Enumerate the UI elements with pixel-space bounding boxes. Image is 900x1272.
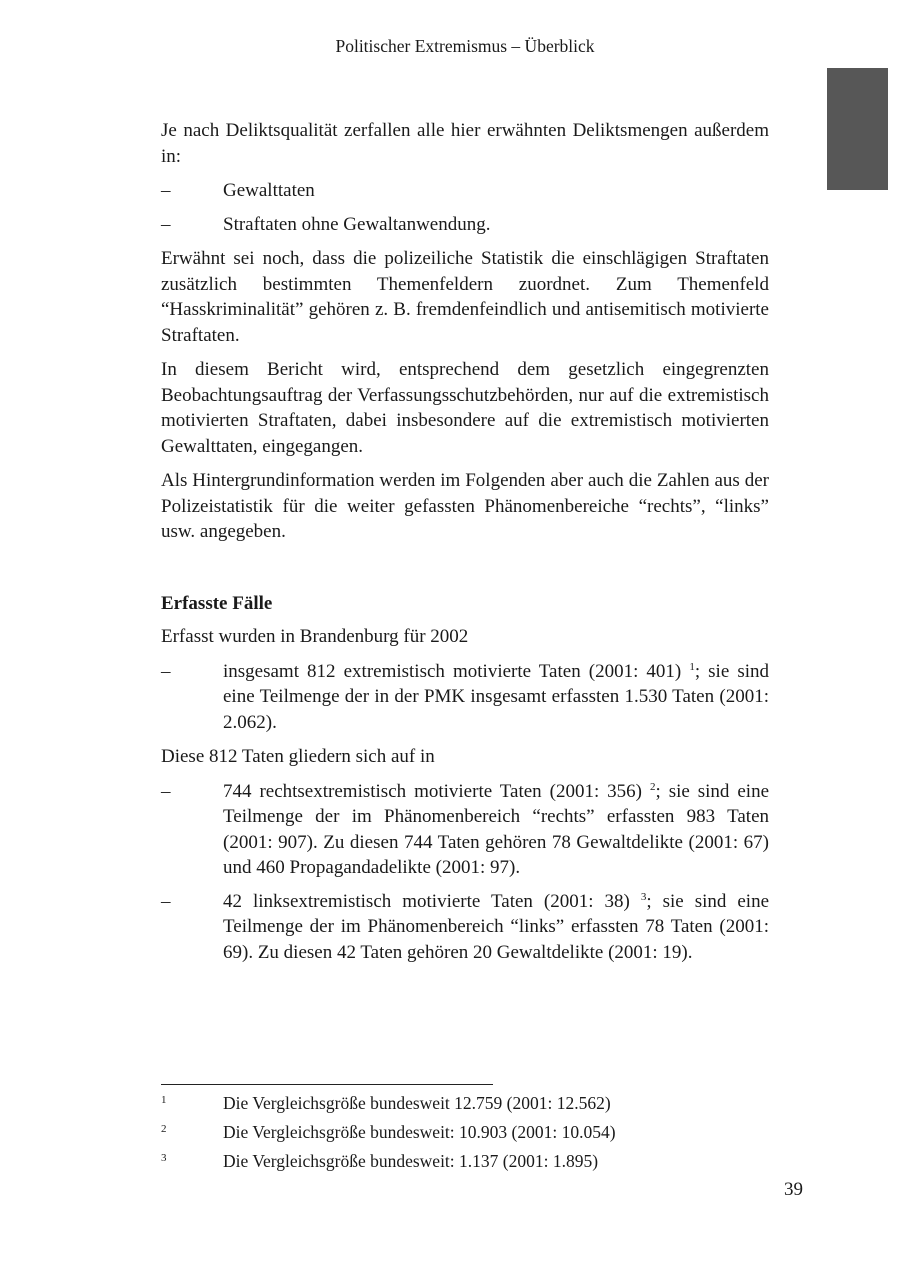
footnotes (161, 1091, 769, 1178)
dash-marker: – (161, 660, 171, 682)
footnote (161, 1149, 769, 1173)
footnote (161, 1120, 769, 1144)
paragraph-themes: Erwähnt sei noch, dass die polizeiliche Statistik die einschlägigen Straftaten zusätzlich bestimmten Themenfeldern zuordnet. Zum Themenfeld “Hasskriminalität” gehören z. B. fremdenfeindlich und antisemitisch motivierte Straftaten. (161, 248, 769, 346)
item-text-start: 744 rechtsextremistisch motivierte Taten (2001: 356) (223, 780, 643, 802)
dash-marker: – (161, 890, 171, 912)
list-item-text (223, 889, 769, 966)
footnote (161, 1091, 769, 1115)
footnote-ref: 1 (689, 660, 695, 673)
footnote-number: 1 (161, 1094, 167, 1106)
paragraph-scope: In diesem Bericht wird, entsprechend dem gesetzlich eingegrenzten Beobachtungsauftrag der Verfassungsschutzbehörden, nur auf die extremistisch motivierten Straftaten, dabei insbesondere auf die extremistisch motivierten Gewalttaten, eingegangen. (161, 359, 769, 457)
list-item (161, 779, 769, 881)
item-text-start: 42 linksextremistisch motivierte Taten (2001: 38) (223, 890, 630, 912)
footnote-number: 2 (161, 1123, 167, 1135)
item-text-start: insgesamt 812 extremistisch motivierte Taten (2001: 401) (223, 660, 682, 682)
section-intro: Erfasst wurden in Brandenburg für 2002 (161, 626, 469, 647)
footnote-number: 3 (161, 1152, 167, 1164)
list-item (161, 659, 769, 736)
list-item-text: Gewalttaten (223, 180, 315, 201)
item-text-end: ; sie sind eine Teilmenge der in der PMK insgesamt erfassten 1.530 Taten (2001: 2.062). (223, 660, 770, 733)
paragraph-background: Als Hintergrundinformation werden im Folgenden aber auch die Zahlen aus der Polizeistatistik für die weiter gefassten Phänomenbereiche “rechts”, “links” usw. angegeben. (161, 470, 769, 542)
chapter-tab-marker (827, 68, 888, 190)
footnote-ref: 2 (649, 780, 656, 793)
item-text-end: ; sie sind eine Teilmenge der im Phänomenbereich “rechts” erfassten 983 Taten (2001: 907). Zu diesen 744 Taten gehören 78 Gewaltdelikte (2001: 67) und 460 Propagandadelikte (2001: 97). (223, 780, 770, 878)
list-item-text (223, 659, 769, 736)
dash-marker: – (161, 780, 171, 802)
footnote-text: Die Vergleichsgröße bundesweit 12.759 (2001: 12.562) (223, 1093, 611, 1113)
offense-type-list (161, 178, 769, 237)
item-text-end: ; sie sind eine Teilmenge der im Phänomenbereich “links” erfassten 78 Taten (2001: 69). Zu diesen 42 Taten gehören 20 Gewaltdelikte (2001: 19). (223, 890, 770, 963)
footnote-text: Die Vergleichsgröße bundesweit: 10.903 (2001: 10.054) (223, 1122, 616, 1142)
section-heading: Erfasste Fälle (161, 592, 273, 614)
footnote-ref: 3 (640, 890, 647, 903)
list-item (161, 889, 769, 966)
breakdown-list (161, 779, 769, 966)
running-header: Politischer Extremismus – Überblick (335, 36, 595, 56)
list-item-text (223, 779, 769, 881)
split-intro: Diese 812 Taten gliedern sich auf in (161, 746, 435, 767)
page-number: 39 (784, 1179, 803, 1200)
dash-marker: – (161, 213, 171, 235)
list-item (161, 212, 769, 238)
footnote-divider (161, 1084, 493, 1085)
intro-paragraph: Je nach Deliktsqualität zerfallen alle hier erwähnten Deliktsmengen außerdem in: (161, 120, 769, 167)
dash-marker: – (161, 180, 171, 201)
list-item (161, 178, 769, 204)
total-cases-list (161, 659, 769, 736)
list-item-text: Straftaten ohne Gewaltanwendung. (223, 213, 491, 235)
footnote-text: Die Vergleichsgröße bundesweit: 1.137 (2001: 1.895) (223, 1151, 599, 1171)
page-body (161, 118, 769, 974)
